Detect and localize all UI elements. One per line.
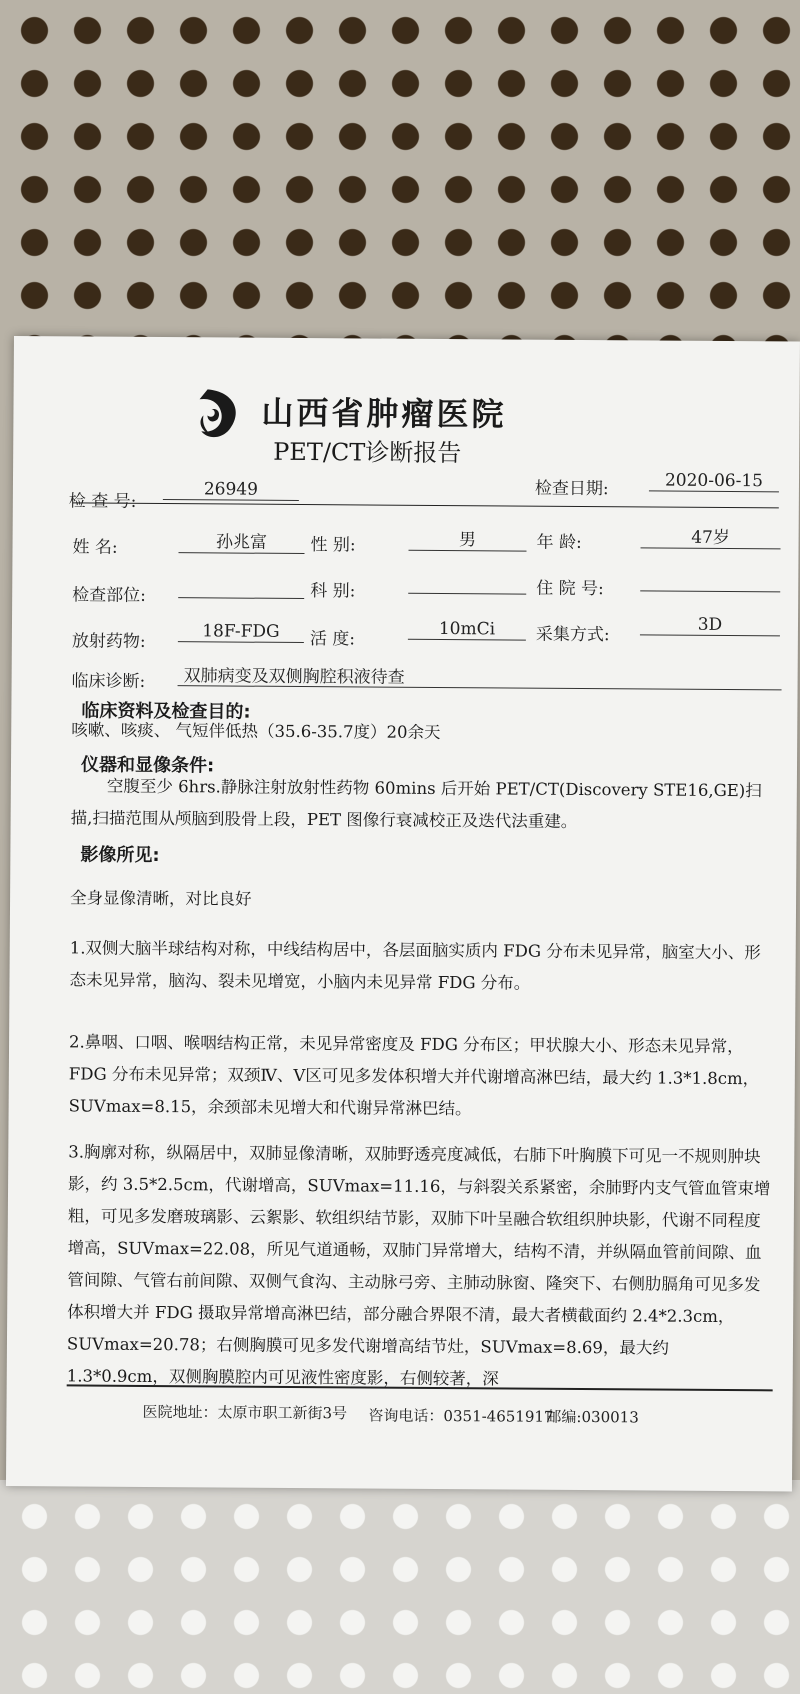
finding-2: 2.鼻咽、口咽、喉咽结构正常，未见异常密度及 FDG 分布区；甲状腺大小、形态未见异常，FDG 分布未见异常；双颈Ⅳ、Ⅴ区可见多发体积增大并代谢增高淋巴结，最大约 1.3*1.8cm，SUVmax=8.15，余颈部未见增大和代谢异常淋巴结。 bbox=[68, 1032, 760, 1119]
sex-value: 男 bbox=[409, 525, 527, 552]
dept-value bbox=[408, 571, 526, 595]
age-value: 47岁 bbox=[641, 522, 781, 549]
footer-postcode: 邮编:030013 bbox=[546, 1407, 639, 1427]
instrument-section-title: 仪器和显像条件: bbox=[80, 754, 215, 777]
name-label: 姓 名: bbox=[72, 537, 118, 558]
dept-label: 科 别: bbox=[310, 581, 356, 602]
findings-intro: 全身显像清晰，对比良好 bbox=[70, 888, 252, 909]
exam-date-value: 2020-06-15 bbox=[649, 470, 779, 492]
diagnosis-label: 临床诊断: bbox=[71, 671, 146, 692]
activity-label: 活 度: bbox=[309, 629, 356, 650]
sex-label: 性 别: bbox=[310, 535, 356, 556]
footer-phone: 咨询电话：0351-4651917 bbox=[368, 1406, 554, 1426]
hospital-logo-icon bbox=[189, 385, 245, 441]
drug-label: 放射药物: bbox=[71, 631, 146, 652]
findings-section-title: 影像所见: bbox=[80, 844, 160, 867]
site-value bbox=[178, 575, 304, 599]
perforated-tray-lower bbox=[0, 1480, 800, 1694]
hospital-name: 山西省肿瘤医院 bbox=[261, 393, 507, 434]
acquisition-value: 3D bbox=[640, 614, 780, 636]
finding-1: 1.双侧大脑半球结构对称，中线结构居中，各层面脑实质内 FDG 分布未见异常，脑室大小、形态未见异常，脑沟、裂未见增宽，小脑内未见异常 FDG 分布。 bbox=[69, 938, 761, 993]
clinical-section-title: 临床资料及检查目的: bbox=[81, 700, 251, 723]
finding-3: 3.胸廓对称，纵隔居中，双肺显像清晰，双肺野透亮度减低，右肺下叶胸膜下可见一不规则肿块影，约 3.5*2.5cm，代谢增高，SUVmax=11.16，与斜裂关系紧密，余肺野内支气管血管束增粗，可见多发磨玻璃影、云絮影、软组织结节影，双肺下叶呈融合软组织肿块影，代谢不同程度增高，SUVmax=22.08，所见气道通畅，双肺门异常增大，结构不清，并纵隔血管前间隙、血管间隙、气管右前间隙、双侧气食沟、主动脉弓旁、主肺动脉窗、隆突下、右侧肋膈角可见多发体积增大并 FDG 摄取异常增高淋巴结，部分融合界限不清，最大者横截面约 2.4*2.3cm，SUVmax=20.78；右侧胸膜可见多发代谢增高结节灶，SUVmax=8.69，最大约 1.3*0.9cm，双侧胸膜腔内可见液性密度影，右侧较著，深 bbox=[66, 1142, 771, 1389]
clinical-text: 咳嗽、咳痰、 气短伴低热（35.6-35.7度）20余天 bbox=[71, 720, 441, 742]
activity-value: 10mCi bbox=[408, 619, 526, 641]
exam-no-value: 26949 bbox=[163, 479, 299, 501]
age-label: 年 龄: bbox=[536, 532, 582, 553]
patient-name-value: 孙兆富 bbox=[178, 527, 304, 554]
exam-no-label: 检 查 号: bbox=[68, 491, 137, 512]
site-label: 检查部位: bbox=[72, 585, 146, 606]
diagnosis-value: 双肺病变及双侧胸腔积液待查 bbox=[183, 666, 405, 688]
instrument-text: 空腹至少 6hrs.静脉注射放射性药物 60mins 后开始 PET/CT(Discovery STE16,GE)扫描,扫描范围从颅脑到股骨上段，PET 图像行衰减校正及迭代法重建。 bbox=[70, 776, 762, 831]
footer-address: 医院地址：太原市职工新街3号 bbox=[142, 1402, 348, 1423]
inpatient-label: 住 院 号: bbox=[536, 578, 604, 600]
report-paper bbox=[6, 336, 800, 1491]
header-rule bbox=[73, 502, 779, 508]
exam-date-label: 检查日期: bbox=[534, 478, 609, 500]
inpatient-value bbox=[640, 568, 780, 592]
report-title: PET/CT诊断报告 bbox=[273, 437, 462, 468]
drug-value: 18F-FDG bbox=[178, 621, 304, 643]
acquisition-label: 采集方式: bbox=[535, 624, 610, 646]
